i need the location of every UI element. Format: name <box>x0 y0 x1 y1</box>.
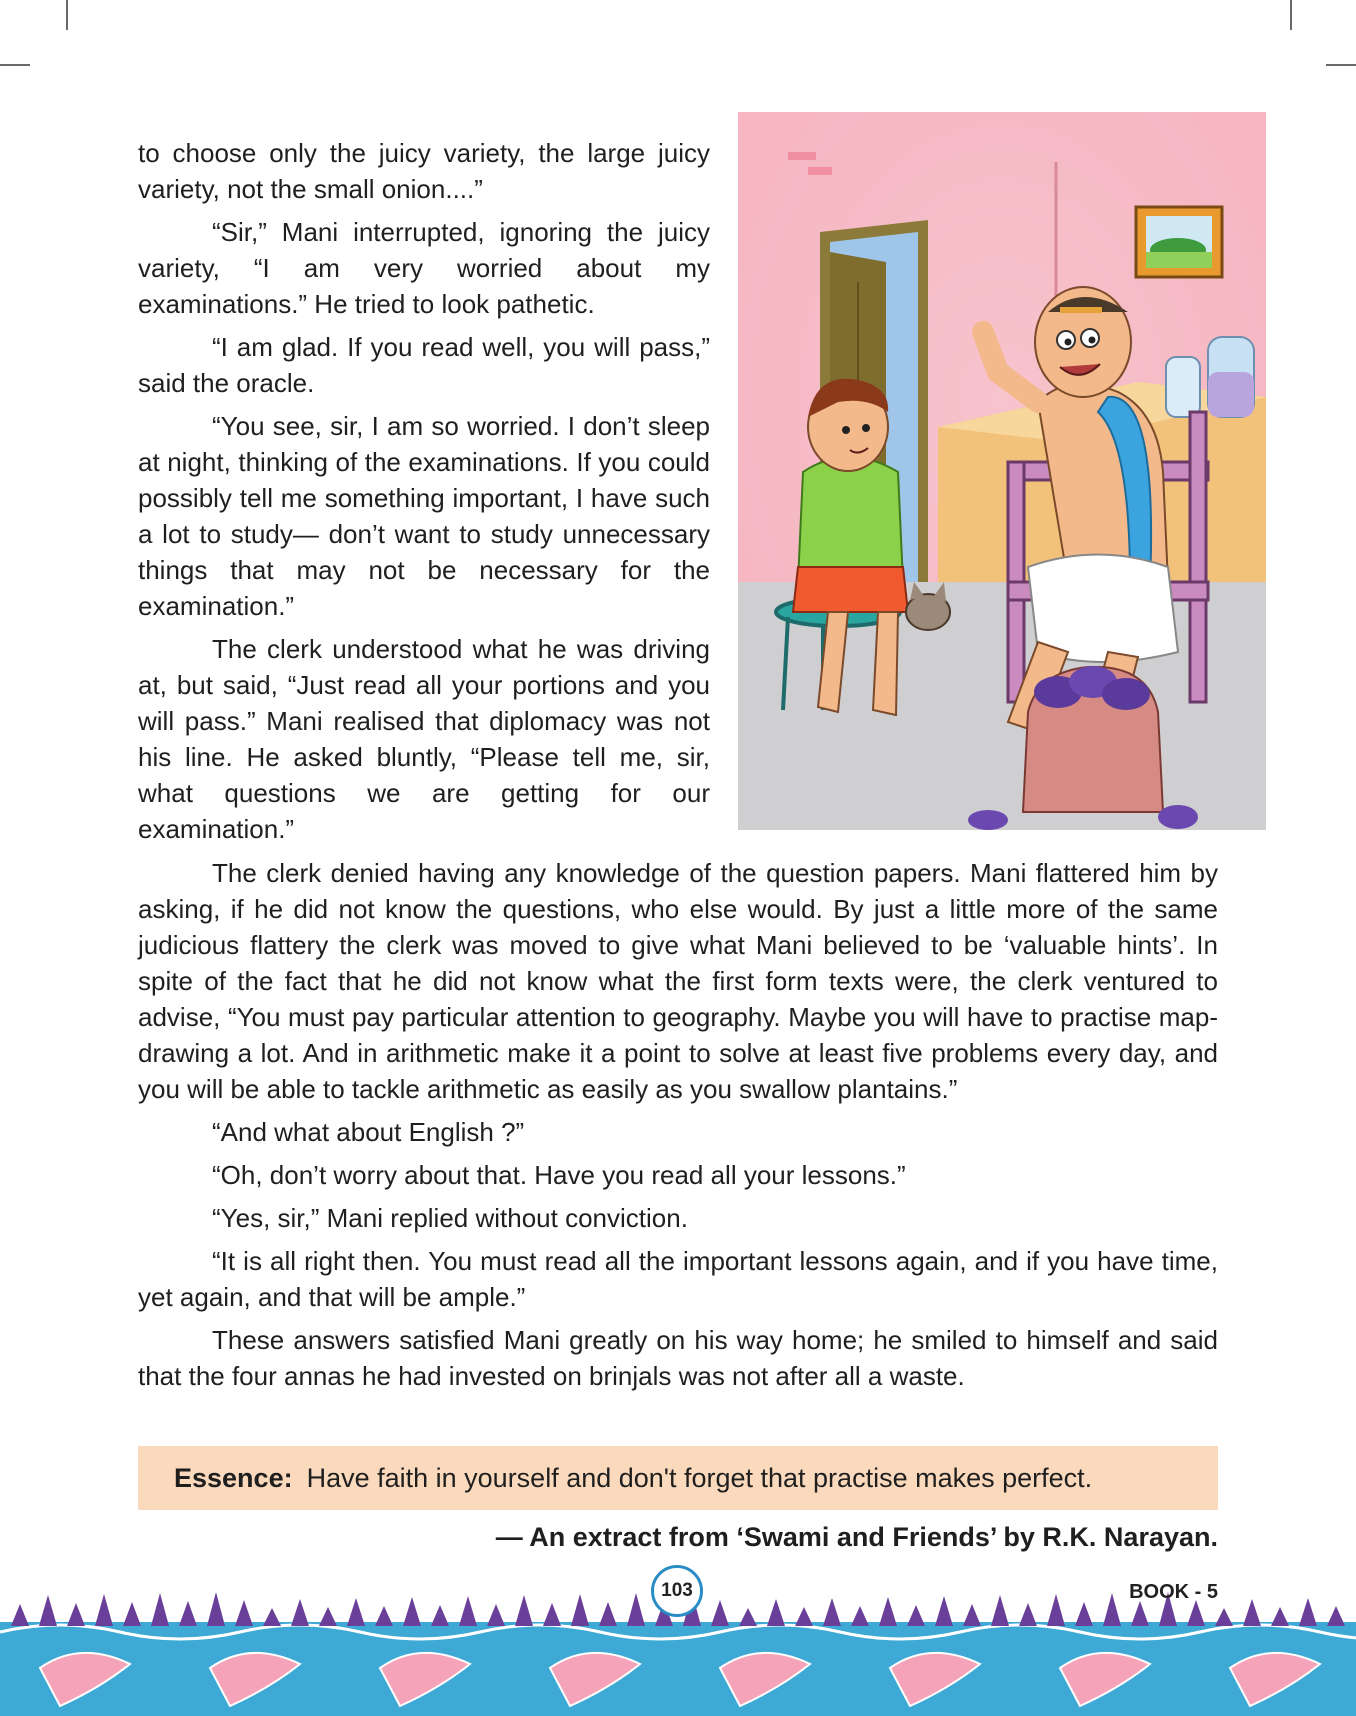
tree-icon <box>1075 1602 1093 1626</box>
picture-frame-icon <box>1136 207 1222 277</box>
tree-icon <box>1019 1603 1037 1626</box>
tree-icon <box>95 1594 113 1626</box>
tree-icon <box>1327 1606 1345 1626</box>
tree-icon <box>375 1606 393 1626</box>
tree-icon <box>1215 1608 1233 1626</box>
paragraph: “And what about English ?” <box>212 1117 525 1147</box>
jar-icon <box>1208 337 1254 417</box>
tree-icon <box>599 1602 617 1626</box>
tree-icon <box>123 1602 141 1626</box>
tree-icon <box>67 1603 85 1626</box>
tree-icon <box>431 1605 449 1626</box>
paragraph: to choose only the juicy variety, the large juicy variety, not the small onion....” <box>138 138 710 204</box>
tree-icon <box>823 1598 841 1626</box>
tree-icon <box>963 1604 981 1626</box>
crop-mark <box>1326 64 1356 66</box>
tree-icon <box>1131 1601 1149 1626</box>
tree-icon <box>487 1604 505 1626</box>
tree-icon <box>459 1596 477 1626</box>
paragraph: “Oh, don’t worry about that. Have you read all your lessons.” <box>212 1160 906 1190</box>
tree-icon <box>1047 1594 1065 1626</box>
tree-icon <box>767 1599 785 1626</box>
essence-label: Essence: <box>174 1462 293 1493</box>
tree-icon <box>151 1593 169 1626</box>
tree-icon <box>1243 1599 1261 1626</box>
tree-icon <box>571 1594 589 1626</box>
essence-box <box>138 1446 1218 1510</box>
tree-icon <box>263 1608 281 1626</box>
essence-text: Have faith in yourself and don't forget that practise makes perfect. <box>306 1462 1093 1493</box>
tree-icon <box>543 1603 561 1626</box>
water-band <box>0 1622 1356 1716</box>
paragraph: “Sir,” Mani interrupted, ignoring the juicy variety, “I am very worried about my examinations.” He tried to look pathetic. <box>138 217 710 319</box>
paragraph: The clerk denied having any knowledge of the question papers. Mani flattered him by asking, if he did not know the questions, who else would. By just a little more of the same judicious flattery the clerk was moved to give what Mani believed to be ‘valuable hints’. In spite of the fact that he did not know what the first form texts were, the clerk ventured to advise, “You must pay particular attention to geography. Maybe you will have to practise map-drawing a lot. And in arithmetic make it a point to solve at least five problems every day, and you will be able to tackle arithmetic as easily as you swallow plantains.” <box>138 858 1218 1104</box>
page-number: 103 <box>651 1565 703 1617</box>
wall-patch <box>808 167 832 175</box>
tree-icon <box>851 1606 869 1626</box>
attribution: — An extract from ‘Swami and Friends’ by R.K. Narayan. <box>495 1522 1218 1552</box>
tree-icon <box>1271 1607 1289 1626</box>
paragraph: “It is all right then. You must read all the important lessons again, and if you have time, yet again, and that will be ample.” <box>138 1246 1218 1312</box>
tree-icon <box>795 1607 813 1626</box>
tree-icon <box>907 1605 925 1626</box>
tree-icon <box>1299 1598 1317 1626</box>
wall-patch <box>788 152 816 160</box>
paragraph: “I am glad. If you read well, you will pass,” said the oracle. <box>138 332 710 398</box>
tree-icon <box>711 1600 729 1626</box>
tree-icon <box>879 1597 897 1626</box>
tree-icon <box>515 1595 533 1626</box>
crop-mark <box>1290 0 1292 30</box>
tree-icon <box>207 1592 225 1626</box>
tree-icon <box>39 1595 57 1626</box>
tree-icon <box>991 1595 1009 1626</box>
jar-icon <box>1166 357 1200 417</box>
tree-icon <box>179 1601 197 1626</box>
full-width-text <box>138 855 1218 1401</box>
paragraph: “You see, sir, I am so worried. I don’t sleep at night, thinking of the examinations. If you could possibly tell me something important, I have such a lot to study— don’t want to study unnecessary things that may not be necessary for the examination.” <box>138 411 710 621</box>
paragraph: The clerk understood what he was driving at, but said, “Just read all your portions and you will pass.” Mani realised that diplomacy was not his line. He asked bluntly, “Please tell me, sir, what questions we are getting for our examination.” <box>138 634 710 844</box>
tree-icon <box>1103 1593 1121 1626</box>
tree-icon <box>11 1604 29 1626</box>
tree-icon <box>403 1597 421 1626</box>
tree-icon <box>627 1593 645 1626</box>
story-illustration <box>738 112 1266 830</box>
paragraph: “Yes, sir,” Mani replied without conviction. <box>212 1203 688 1233</box>
tree-icon <box>347 1598 365 1626</box>
tree-icon <box>235 1600 253 1626</box>
crop-mark <box>66 0 68 30</box>
tree-icon <box>291 1599 309 1626</box>
left-column-text <box>138 135 710 854</box>
tree-icon <box>319 1607 337 1626</box>
crop-mark <box>0 64 30 66</box>
tree-icon <box>935 1596 953 1626</box>
tree-icon <box>739 1608 757 1626</box>
book-label: BOOK - 5 <box>1129 1581 1218 1603</box>
paragraph: These answers satisfied Mani greatly on his way home; he smiled to himself and said that the four annas he had invested on brinjals was not after all a waste. <box>138 1325 1218 1391</box>
